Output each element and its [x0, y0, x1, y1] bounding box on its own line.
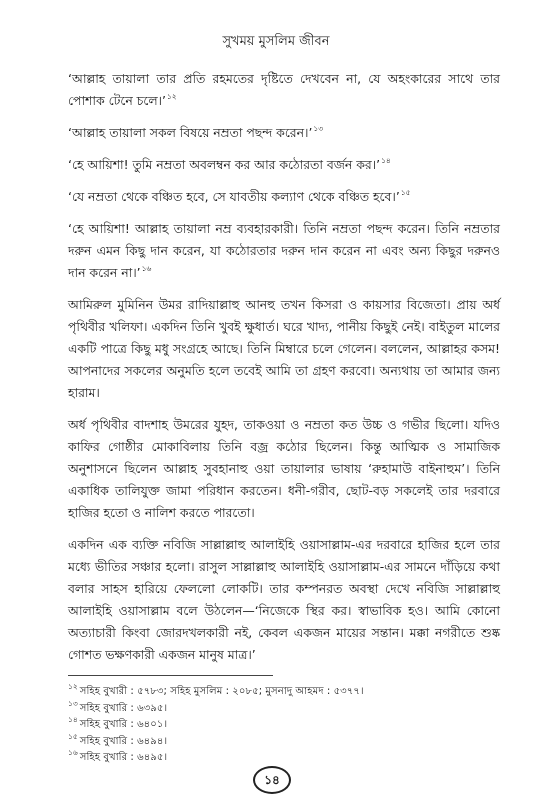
running-header: সুখময় মুসলিম জীবন: [222, 34, 330, 49]
footnote-ref[interactable]: ১৫: [400, 188, 411, 197]
footnote-ref[interactable]: ১৩: [313, 124, 324, 133]
footnote-number: ১৩: [68, 698, 78, 708]
footnotes: [68, 684, 500, 767]
paragraph-text: ‘হে আয়িশা! তুমি নম্রতা অবলম্বন কর আর কঠোরতা বর্জন কর।’: [68, 157, 381, 172]
paragraph-hadith-4: [68, 186, 500, 208]
footnote-item: [68, 717, 500, 734]
footnote-ref[interactable]: ১২: [166, 92, 177, 101]
body-text: [68, 68, 500, 676]
footnote-ref[interactable]: ১৬: [141, 264, 152, 273]
paragraph-text: অর্ধ পৃথিবীর বাদশাহ উমরের যুহদ, তাকওয়া ও নম্রতা কত উচ্চ ও গভীর ছিলো। যদিও কাফির গোষ্ঠীর মোকাবিলায় তিনি বজ্র কঠোর ছিলেন। কিন্তু আত্মিক ও সামাজিক অনুশাসনে ছিলেন আল্লাহ সুবহানাহু ওয়া তায়ালার ভাষায় ‘রুহামাউ বাইনাহুম’। তিনি একাধিক তালিযুক্ত জামা পরিধান করতেন। ধনী-গরীব, ছোট-বড় সকলেই তার দরবারে হাজির হতো ও নালিশ করতে পারতো।: [68, 417, 500, 520]
footnote-text: সহিহ বুখারি : ৬৩৯৫।: [79, 702, 168, 714]
footnote-text: সহিহ বুখারি : ৬৪৯৪।: [79, 735, 168, 747]
paragraph-text: আমিরুল মুমিনিন উমর রাদিয়াল্লাহু আনহু তখন কিসরা ও কায়সার বিজেতা। প্রায় অর্ধ পৃথিবীর খলিফা। একদিন তিনি খুবই ক্ষুধার্ত। ঘরে খাদ্য, পানীয় কিছুই নেই। বাইতুল মালের একটি পাত্রে কিছু মধু সংগ্রহে আছে। তিনি মিম্বারে চলে গেলেন। বললেন, আল্লাহর কসম! আপনাদের সকলের অনুমতি হলে তবেই আমি তা গ্রহণ করবো। অন্যথায় তা আমার জন্য হারাম।: [68, 297, 500, 400]
paragraph-text: ‘আল্লাহ তায়ালা তার প্রতি রহমতের দৃষ্টিতে দেখবেন না, যে অহংকারের সাথে তার পোশাক টেনে চলে।’: [68, 71, 500, 108]
footnote-divider: [68, 675, 273, 676]
paragraph-hadith-5: [68, 218, 500, 284]
paragraph-prophet-anecdote: [68, 534, 500, 666]
paragraph-hadith-2: [68, 122, 500, 144]
paragraph-text: একদিন এক ব্যক্তি নবিজি সাল্লাল্লাহু আলাইহি ওয়াসাল্লাম-এর দরবারে হাজির হলে তার মধ্যে ভীতির সঞ্চার হলো। রাসুল সাল্লাল্লাহু আলাইহি ওয়াসাল্লাম-এর সামনে দাঁড়িয়ে কথা বলার সাহস হারিয়ে ফেললো লোকটি। তার কম্পনরত অবস্থা দেখে নবিজি সাল্লাল্লাহু আলাইহি ওয়াসাল্লাম বলে উঠলেন—‘নিজেকে স্থির কর। স্বাভাবিক হও। আমি কোনো অত্যাচারী কিংবা জোরদখলকারী নই, কেবল একজন মায়ের সন্তান। মক্কা নগরীতে শুষ্ক গোশত ভক্ষণকারী একজন মানুষ মাত্র।’: [68, 537, 500, 662]
footnote-text: সহিহ বুখারী : ৫৭৮৩; সহিহ মুসলিম : ২০৮৫; মুসনাদু আহমদ : ৫৩৭৭।: [79, 686, 364, 697]
paragraph-hadith-3: [68, 154, 500, 176]
paragraph-text: ‘হে আয়িশা! আল্লাহ তায়ালা নম্র ব্যবহারকারী। তিনি নম্রতা পছন্দ করেন। তিনি নম্রতার দরুন এমন কিছু দান করেন, যা কঠোরতার দরুন দান করেন না এবং অন্য কিছুর দরুনও দান করেন না।’: [68, 221, 500, 280]
paragraph-umar-humility: [68, 414, 500, 524]
footnote-item: [68, 698, 500, 718]
footnote-number: ১২: [68, 682, 78, 691]
paragraph-hadith-1: [68, 68, 500, 112]
footnote-text: সহিহ বুখারি : ৬৪০১।: [79, 719, 168, 731]
footnote-item: [68, 731, 500, 751]
paragraph-text: ‘যে নম্রতা থেকে বঞ্চিত হবে, সে যাবতীয় কল্যাণ থেকে বঞ্চিত হবে।’: [68, 189, 400, 204]
footnote-ref[interactable]: ১৪: [381, 156, 391, 165]
footnote-number: ১৬: [68, 748, 78, 758]
paragraph-umar-honey: [68, 294, 500, 404]
page-number: ১৪: [253, 766, 291, 794]
paragraph-text: ‘আল্লাহ তায়ালা সকল বিষয়ে নম্রতা পছন্দ করেন।’: [68, 125, 313, 140]
footnote-item: [68, 750, 500, 767]
footnote-item: [68, 684, 500, 701]
footnote-text: সহিহ বুখারি : ৬৪৯৫।: [79, 752, 168, 764]
footnote-number: ১৫: [68, 731, 78, 741]
footnote-number: ১৪: [68, 715, 78, 725]
